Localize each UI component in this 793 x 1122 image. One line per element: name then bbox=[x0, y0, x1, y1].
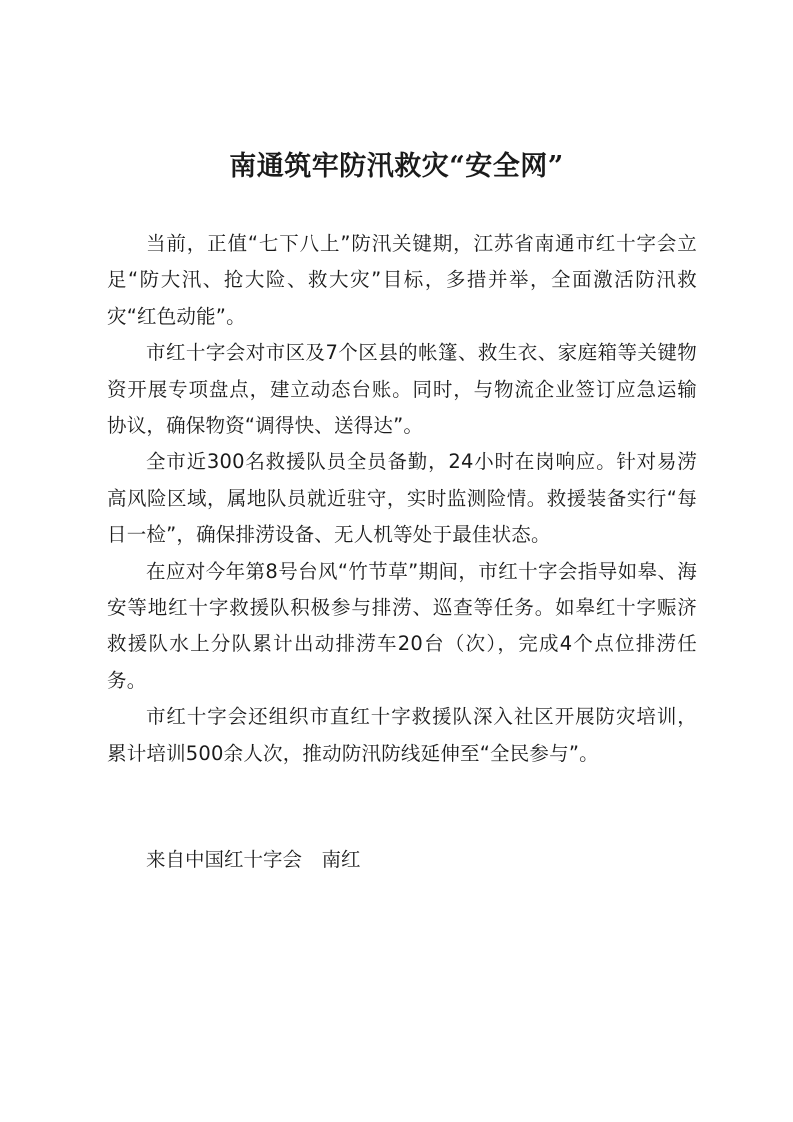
article-body bbox=[107, 226, 697, 772]
paragraph-3: 全市近300名救援队员全员备勤，24小时在岗响应。针对易涝高风险区域，属地队员就近驻守，实时监测险情。救援装备实行“每日一检”，确保排涝设备、无人机等处于最佳状态。 bbox=[107, 450, 697, 547]
article-title: 南通筑牢防汛救灾“安全网” bbox=[229, 151, 564, 182]
paragraph-1: 当前，正值“七下八上”防汛关键期，江苏省南通市红十字会立足“防大汛、抢大险、救大灾”目标，多措并举，全面激活防汛救灾“红色动能”。 bbox=[107, 232, 697, 328]
paragraph-2: 市红十字会对市区及7个区县的帐篷、救生衣、家庭箱等关键物资开展专项盘点，建立动态台账。同时，与物流企业签订应急运输协议，确保物资“调得快、送得达”。 bbox=[107, 341, 697, 438]
paragraph-4: 在应对今年第8号台风“竹节草”期间，市红十字会指导如皋、海安等地红十字救援队积极参与排涝、巡查等任务。如皋红十字赈济救援队水上分队累计出动排涝车20台（次），完成4个点位排涝任务。 bbox=[107, 559, 697, 692]
article-source: 来自中国红十字会 南红 bbox=[146, 848, 361, 871]
paragraph-5: 市红十字会还组织市直红十字救援队深入社区开展防灾培训，累计培训500余人次，推动防汛防线延伸至“全民参与”。 bbox=[107, 705, 697, 765]
